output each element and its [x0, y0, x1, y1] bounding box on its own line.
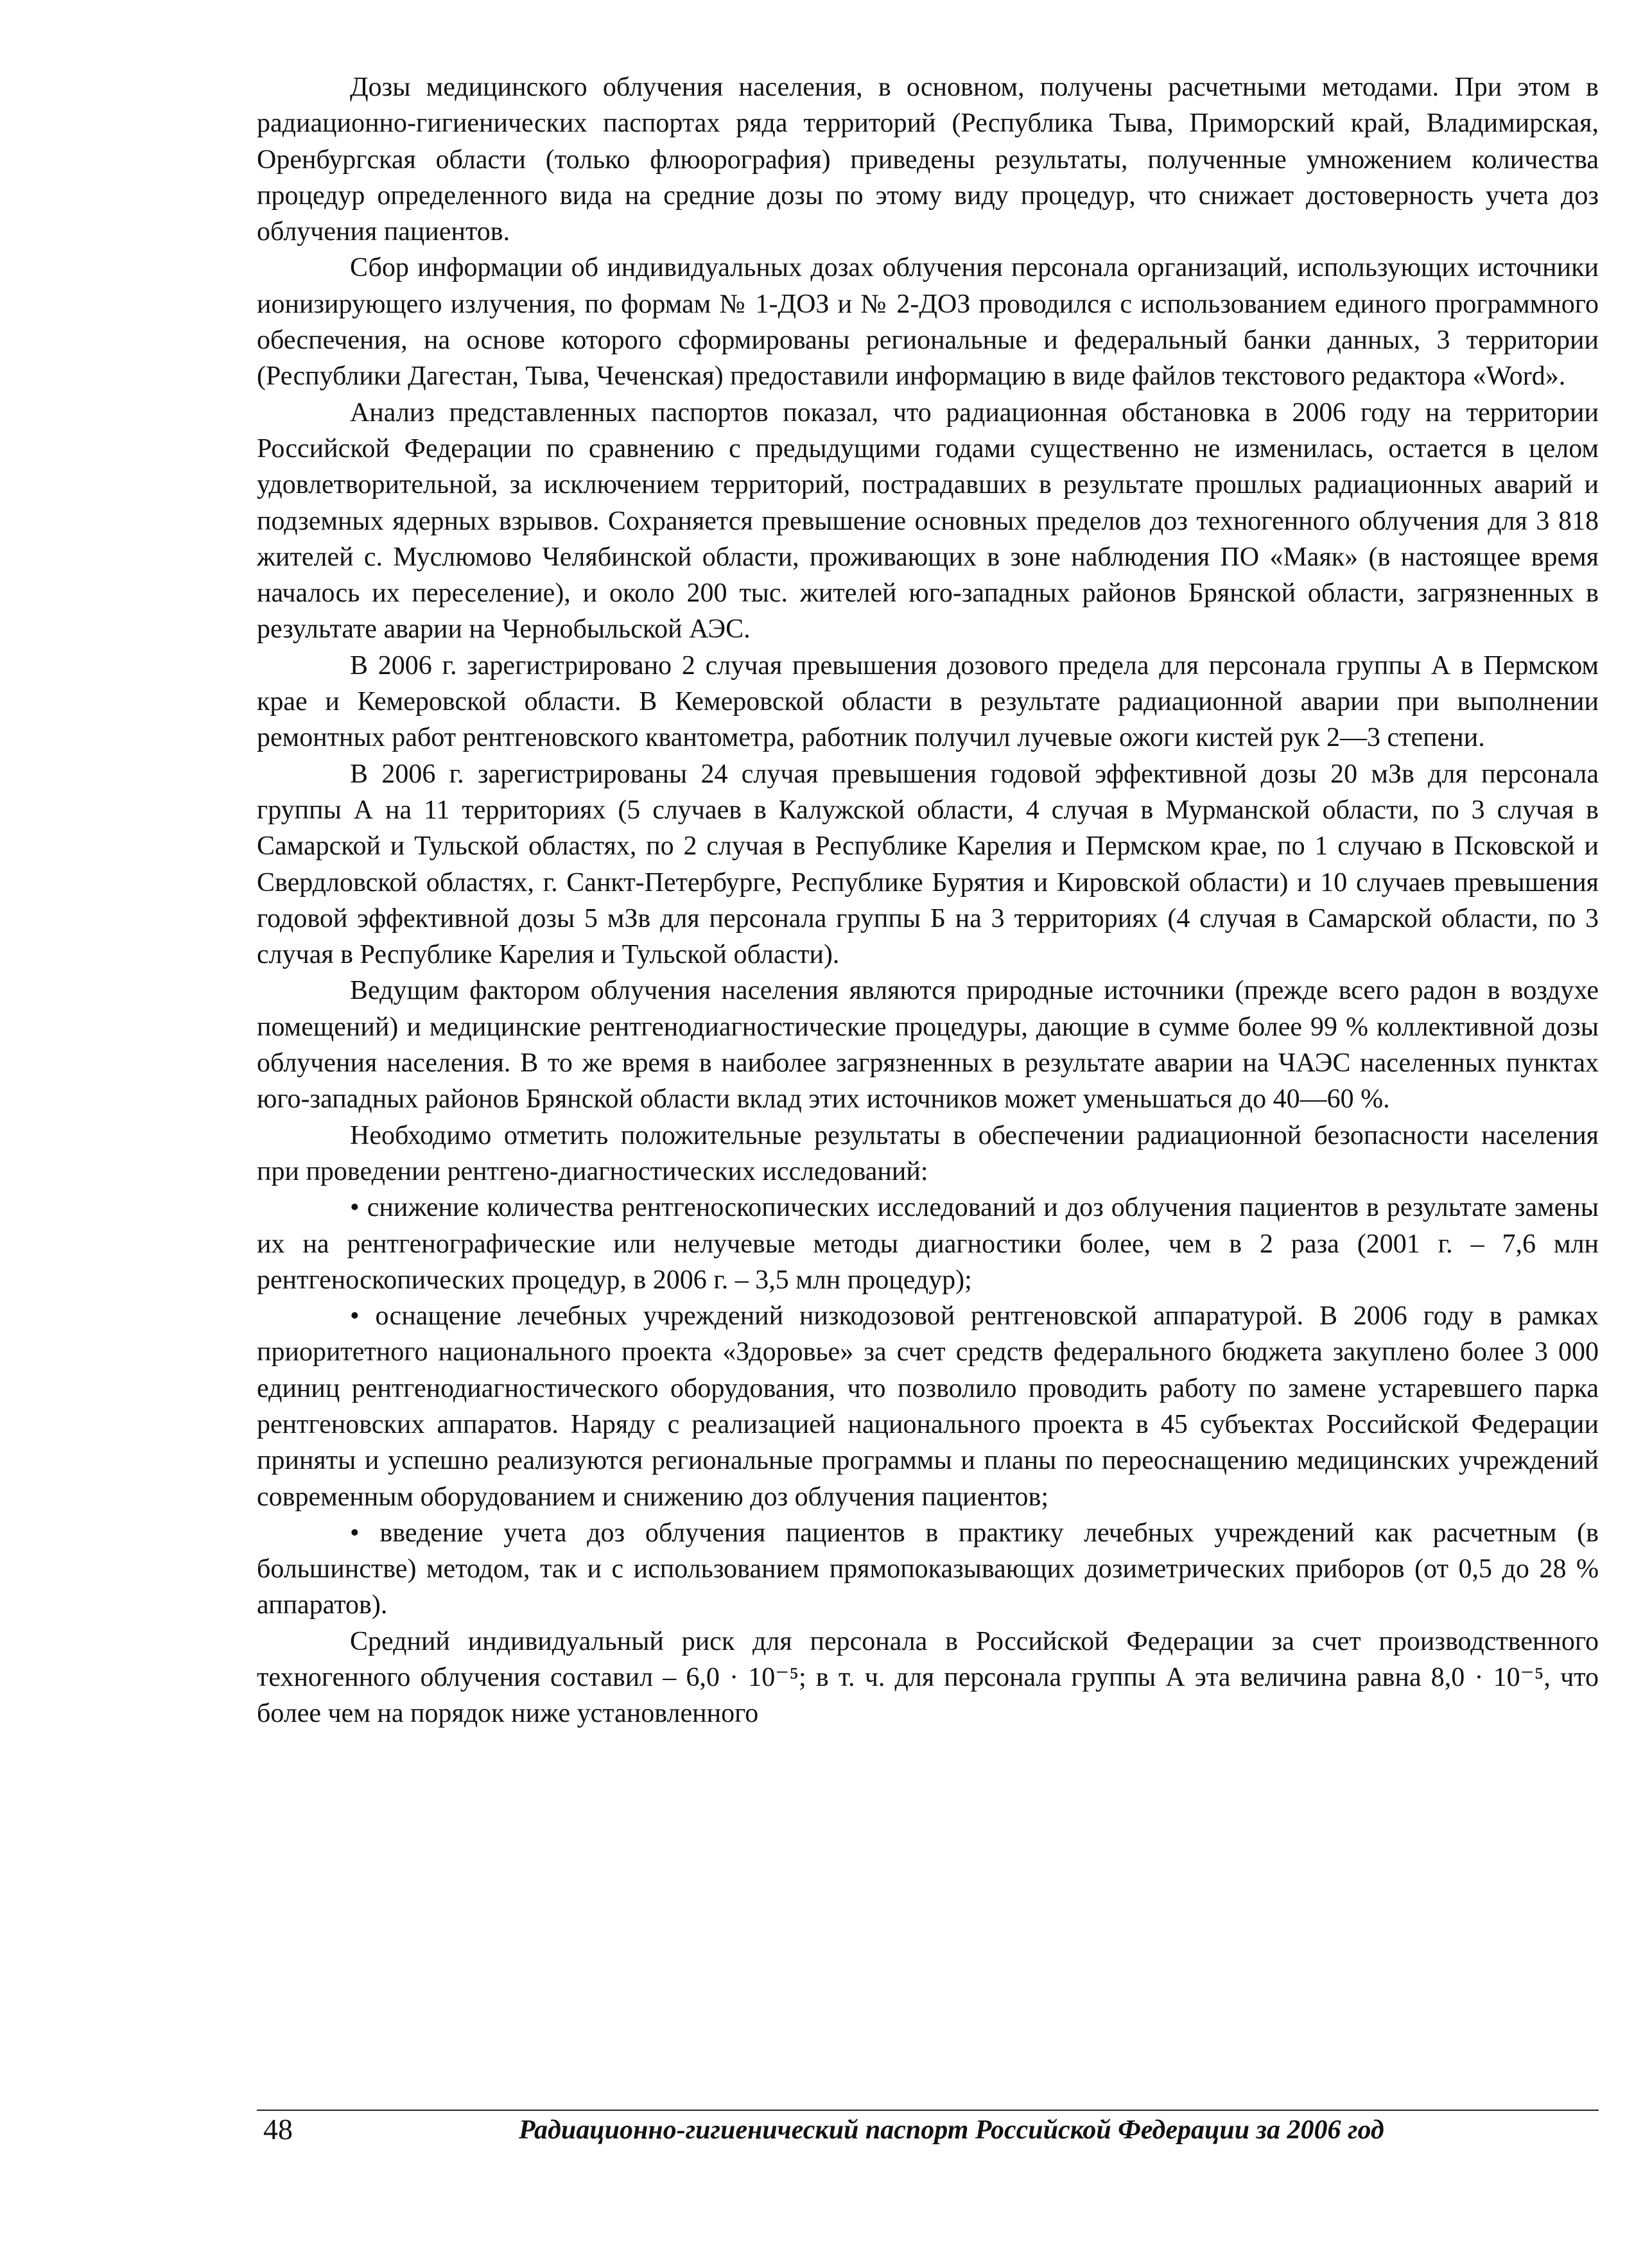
bullet-item: [257, 1515, 1599, 1624]
bullet-text: введение учета доз облучения пациентов в практику лечебных учреждений как расчетным (в большинстве) методом, так и с использованием прямопоказывающих дозиметрических приборов (от 0,5 до 28 % аппаратов).: [257, 1518, 1599, 1620]
running-footer-title: Радиационно-гигиенический паспорт Российской Федерации за 2006 год: [519, 2115, 1384, 2145]
bullet-item: [257, 1190, 1599, 1298]
paragraph-leading-factor: Ведущим фактором облучения населения являются природные источники (прежде всего радон в воздухе помещений) и медицинские рентгенодиагностические процедуры, дающие в сумме более 99 % коллективной дозы облучения населения. В то же время в наиболее загрязненных в результате аварии на ЧАЭС населенных пунктах юго-западных районов Брянской области вклад этих источников может уменьшаться до 40—60 %.: [257, 976, 1599, 1114]
body-text: [257, 69, 1599, 1732]
bullet-icon: •: [350, 1193, 360, 1223]
paragraph-annual-dose-exceedances: В 2006 г. зарегистрированы 24 случая превышения годовой эффективной дозы 20 мЗв для персонала группы А на 11 территориях (5 случаев в Калужской области, 4 случая в Мурманской области, по 3 случая в Самарской и Тульской областях, по 2 случая в Республике Карелия и Пермском крае, по 1 случаю в Псковской и Свердловской областях, г. Санкт-Петербурге, Республике Бурятия и Кировской области) и 10 случаев превышения годовой эффективной дозы 5 мЗв для персонала группы Б на 3 территориях (4 случая в Самарской области, по 3 случая в Республике Карелия и Тульской области).: [257, 759, 1599, 970]
bullet-icon: •: [350, 1301, 360, 1331]
paragraph-dose-collection: Сбор информации об индивидуальных дозах облучения персонала организаций, использующих источники ионизирующего излучения, по формам № 1-ДОЗ и № 2-ДОЗ проводился с использованием единого программного обеспечения, на основе которого сформированы региональные и федеральный банки данных, 3 территории (Республики Дагестан, Тыва, Чеченская) предоставили информацию в виде файлов текстового редактора «Word».: [257, 253, 1599, 392]
footer-divider: [257, 2110, 1599, 2111]
bullet-text: оснащение лечебных учреждений низкодозовой рентгеновской аппаратурой. В 2006 году в рамках приоритетного национального проекта «Здоровье» за счет средств федерального бюджета закуплено более 3 000 единиц рентгенодиагностического оборудования, что позволило проводить работу по замене устаревшего парка рентгеновских аппаратов. Наряду с реализацией национального проекта в 45 субъектах Российской Федерации приняты и успешно реализуются региональные программы и планы по переоснащению медицинских учреждений современным оборудованием и снижению доз облучения пациентов;: [257, 1301, 1599, 1512]
paragraph-group-a-exceedances: В 2006 г. зарегистрировано 2 случая превышения дозового предела для персонала группы А в Пермском крае и Кемеровской области. В Кемеровской области в результате радиационной аварии при выполнении ремонтных работ рентгеновского квантометра, работник получил лучевые ожоги кистей рук 2—3 степени.: [257, 650, 1599, 753]
paragraph-individual-risk: Средний индивидуальный риск для персонала в Российской Федерации за счет производственного техногенного облучения составил – 6,0 · 10⁻⁵; в т. ч. для персонала группы А эта величина равна 8,0 · 10⁻⁵, что более чем на порядок ниже установленного: [257, 1626, 1599, 1729]
page-number: 48: [263, 2113, 293, 2146]
bullet-text: снижение количества рентгеноскопических исследований и доз облучения пациентов в результате замены их на рентгенографические или нелучевые методы диагностики более, чем в 2 раза (2001 г. – 7,6 млн рентгеноскопических процедур, в 2006 г. – 3,5 млн процедур);: [257, 1193, 1599, 1295]
bullet-item: [257, 1298, 1599, 1515]
paragraph-positive-results: Необходимо отметить положительные результаты в обеспечении радиационной безопасности населения при проведении рентгено-диагностических исследований:: [257, 1120, 1599, 1186]
paragraph-medical-doses: Дозы медицинского облучения населения, в основном, получены расчетными методами. При этом в радиационно-гигиенических паспортах ряда территорий (Республика Тыва, Приморский край, Владимирская, Оренбургская области (только флюорография) приведены результаты, полученные умножением количества процедур определенного вида на средние дозы по этому виду процедур, что снижает достоверность учета доз облучения пациентов.: [257, 73, 1599, 247]
bullet-icon: •: [350, 1518, 360, 1548]
paragraph-radiation-situation: Анализ представленных паспортов показал, что радиационная обстановка в 2006 году на территории Российской Федерации по сравнению с предыдущими годами существенно не изменилась, остается в целом удовлетворительной, за исключением территорий, пострадавших в результате прошлых радиационных аварий и подземных ядерных взрывов. Сохраняется превышение основных пределов доз техногенного облучения для 3 818 жителей с. Муслюмово Челябинской области, проживающих в зоне наблюдения ПО «Маяк» (в настоящее время началось их переселение), и около 200 тыс. жителей юго-западных районов Брянской области, загрязненных в результате аварии на Чернобыльской АЭС.: [257, 397, 1599, 645]
